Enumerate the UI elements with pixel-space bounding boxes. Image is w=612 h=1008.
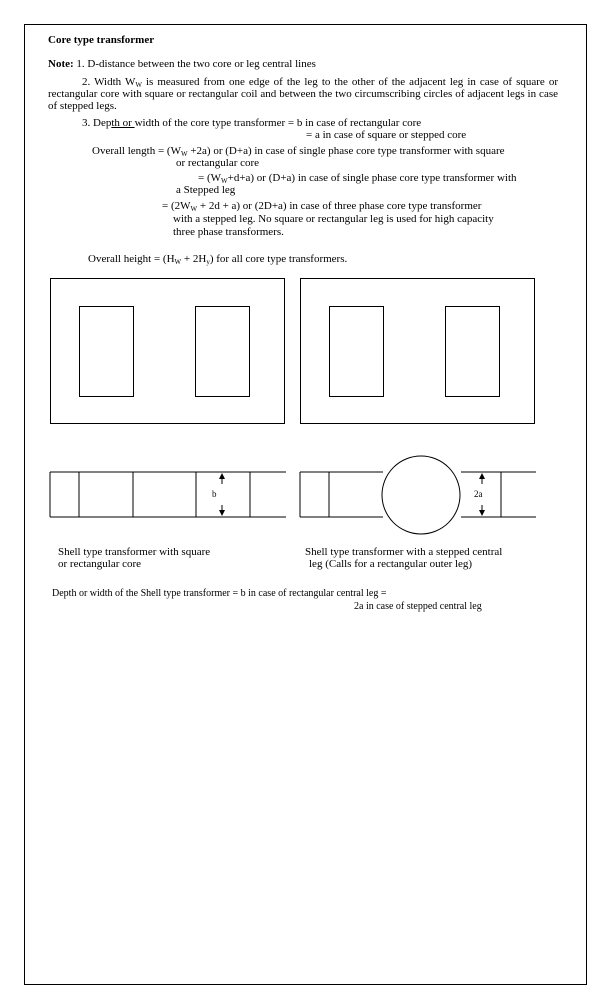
left-caption-2: or rectangular core xyxy=(58,558,142,570)
shell-depth-line-1: Depth or width of the Shell type transformer = b in case of rectangular central leg = xyxy=(52,588,387,599)
shell-depth-line-2: 2a in case of stepped central leg xyxy=(354,601,482,612)
oh-sub-1: W xyxy=(174,258,182,266)
note-3-rest: width of the core type transformer = b in case of rectangular core xyxy=(134,117,422,129)
overall-length-line-7: three phase transformers. xyxy=(173,226,284,238)
ol-3a: = (W xyxy=(198,172,221,184)
left-caption-1: Shell type transformer with square xyxy=(58,546,211,558)
oh-a: Overall height = (H xyxy=(88,253,175,265)
oh-c: ) for all core type transformers. xyxy=(209,253,348,265)
note-label: Note: xyxy=(48,58,74,70)
note-3-underlined: th or xyxy=(111,117,135,129)
note-2-a: 2. Width W xyxy=(82,76,136,88)
page-title: Core type transformer xyxy=(48,34,155,46)
oh-sub-2: y xyxy=(206,258,210,266)
ol-3b: +d+a) or (D+a) in case of single phase core type transformer with xyxy=(227,172,517,184)
left-dim-label: b xyxy=(212,489,217,499)
note-2-b: is measured from one edge of the leg to the other of the adjacent leg in case of square or rectangular core with square or rectangular coil and between the two circumscribing circles of adjacent legs in case of stepped legs. xyxy=(48,76,558,112)
stepped-leg-circle xyxy=(382,456,460,534)
right-caption-2: leg (Calls for a rectangular outer leg) xyxy=(309,558,473,570)
note-3-line-2: = a in case of square or stepped core xyxy=(306,129,467,141)
right-caption-1: Shell type transformer with a stepped central xyxy=(305,546,503,558)
note-1-text: 1. D-distance between the two core or leg central lines xyxy=(76,58,316,70)
right-dim-label: 2a xyxy=(474,489,483,499)
overall-length-line-4: a Stepped leg xyxy=(176,184,236,196)
ol-3-sub: W xyxy=(221,177,228,185)
right-plan-view xyxy=(300,456,536,534)
ol-5-sub: W xyxy=(190,205,198,213)
ol-1-sub: W xyxy=(180,150,188,158)
overall-length-line-2: or rectangular core xyxy=(176,157,260,169)
oh-b: + 2H xyxy=(181,253,207,265)
overall-length-line-6: with a stepped leg. No square or rectangular leg is used for high capacity xyxy=(173,213,494,225)
note-3-prefix: 3. Dep xyxy=(82,117,112,129)
ol-1b: +2a) or (D+a) in case of single phase core type transformer with square xyxy=(187,145,505,157)
left-plan-view xyxy=(50,472,286,517)
ol-5a: = (2W xyxy=(162,200,191,212)
note-2-sub: W xyxy=(135,81,142,89)
ol-5b: + 2d + a) or (2D+a) in case of three phase core type transformer xyxy=(197,200,482,212)
ol-1a: Overall length = (W xyxy=(92,145,181,157)
